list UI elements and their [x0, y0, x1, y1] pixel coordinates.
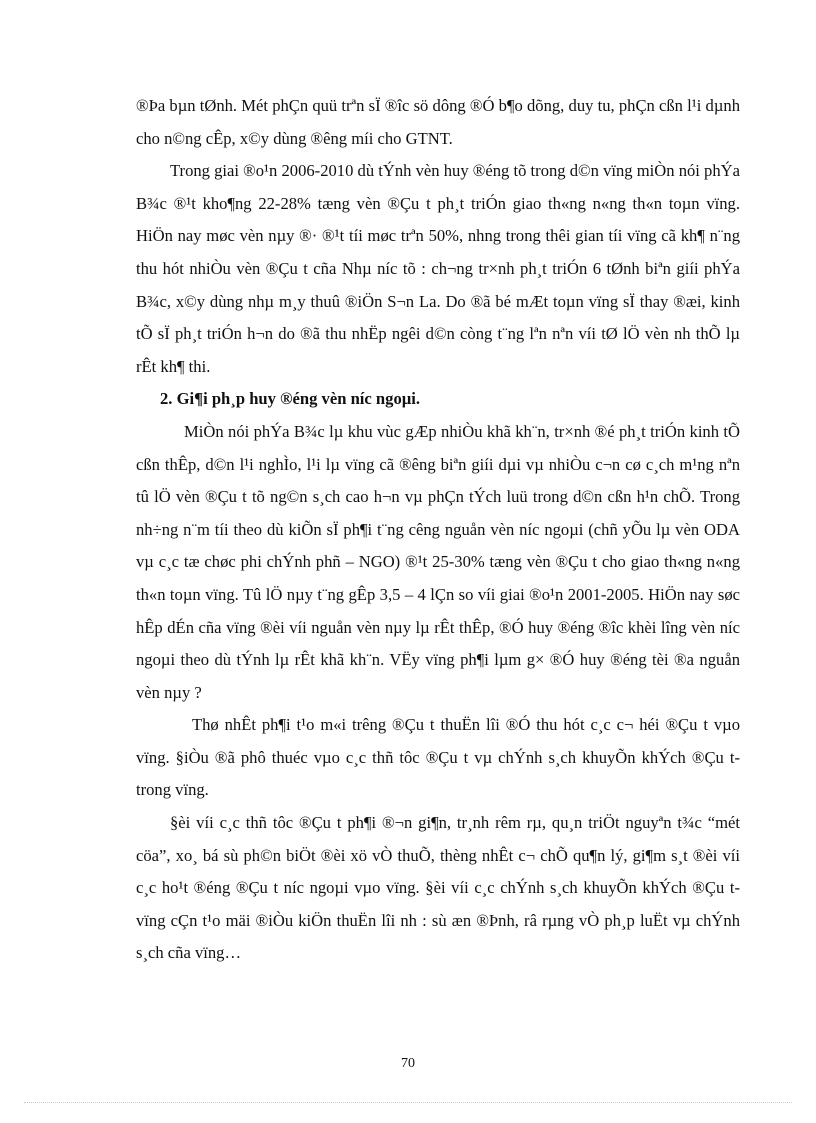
page-bottom-divider — [24, 1102, 792, 1103]
page-number: 70 — [401, 1056, 415, 1071]
body-text — [136, 90, 740, 970]
paragraph-1: ®Þa bµn tØnh. Mét phÇn quü trªn sÏ ®îc sö dông ®Ó b¶o dõng, duy tu, phÇn cßn l¹i dµnh cho n©ng cÊp, x©y dùng ®êng míi cho GTNT. — [136, 96, 740, 148]
paragraph-4: Thø nhÊt ph¶i t¹o m«i trêng ®Çu t thuËn lîi ®Ó thu hót c¸c c¬ héi ®Çu t vµo vïng. §iÒu ®ã phô thuéc vµo c¸c thñ tôc ®Çu t vµ chÝnh s¸ch khuyÕn khÝch ®Çu t trong vïng. — [136, 715, 740, 800]
paragraph-5: §èi víi c¸c thñ tôc ®Çu t ph¶i ®¬n gi¶n, tr¸nh rêm rµ, qu¸n triÖt nguyªn t¾c “mét cöa”, xo¸ bá sù ph©n biÖt ®èi xö vÒ thuÕ, thèng nhÊt c¬ chÕ qu¶n lý, gi¶m s¸t ®èi víi c¸c ho¹t ®éng ®Çu t níc ngoµi vµo vïng. §èi víi c¸c chÝnh s¸ch khuyÕn khÝch ®Çu t vïng cÇn t¹o mäi ®iÒu kiÖn thuËn lîi nh : sù æn ®Þnh, râ rµng vÒ ph¸p luËt vµ chÝnh s¸ch cña vïng… — [136, 813, 740, 963]
section-heading: 2. Gi¶i ph¸p huy ®éng vèn níc ngoµi. — [160, 389, 421, 409]
paragraph-2: Trong giai ®o¹n 2006-2010 dù tÝnh vèn huy ®éng tõ trong d©n vïng miÒn nói phÝa B¾c ®¹t kho¶ng 22-28% tæng vèn ®Çu t ph¸t triÓn giao th«ng n«ng th«n toµn vïng. HiÖn nay møc vèn nµy ®· ®¹t tíi møc trªn 50%, nhng trong thêi gian tíi vïng cã kh¶ n¨ng thu hót nhiÒu vèn ®Çu t cña Nhµ níc tõ : ch¬ng tr×nh ph¸t triÓn 6 tØnh biªn giíi phÝa B¾c, x©y dùng nhµ m¸y thuû ®iÖn S¬n La. Do ®ã bé mÆt toµn vïng sÏ thay ®æi, kinh tÕ sÏ ph¸t triÓn h¬n do ®ã thu nhËp ngêi d©n còng t¨ng lªn nªn víi tØ lÖ vèn nh thÕ lµ rÊt kh¶ thi. — [136, 161, 740, 376]
paragraph-3: MiÒn nói phÝa B¾c lµ khu vùc gÆp nhiÒu khã kh¨n, tr×nh ®é ph¸t triÓn kinh tÕ cßn thÊp, d©n l¹i nghÌo, l¹i lµ vïng cã ®êng biªn giíi dµi vµ nhiÒu c¬n cø c¸ch m¹ng nªn tû lÖ vèn ®Çu t tõ ng©n s¸ch cao h¬n vµ phÇn tÝch luü trong d©n cßn h¹n chÕ. Trong nh÷ng n¨m tíi theo dù kiÕn sÏ ph¶i t¨ng cêng nguån vèn níc ngoµi (chñ yÕu lµ vèn ODA vµ c¸c tæ chøc phi chÝnh phñ – NGO) ®¹t 25-30% tæng vèn ®Çu t cho giao th«ng n«ng th«n toµn vïng. Tû lÖ nµy t¨ng gÊp 3,5 – 4 lÇn so víi giai ®o¹n 2001-2005. HiÖn nay søc hÊp dÉn cña vïng ®èi víi nguån vèn nµy lµ rÊt thÊp, ®Ó huy ®éng ®îc khèi lîng vèn níc ngoµi theo dù tÝnh lµ rÊt khã kh¨n. VËy vïng ph¶i lµm g× ®Ó huy ®éng tèi ®a nguån vèn nµy ? — [136, 421, 740, 702]
